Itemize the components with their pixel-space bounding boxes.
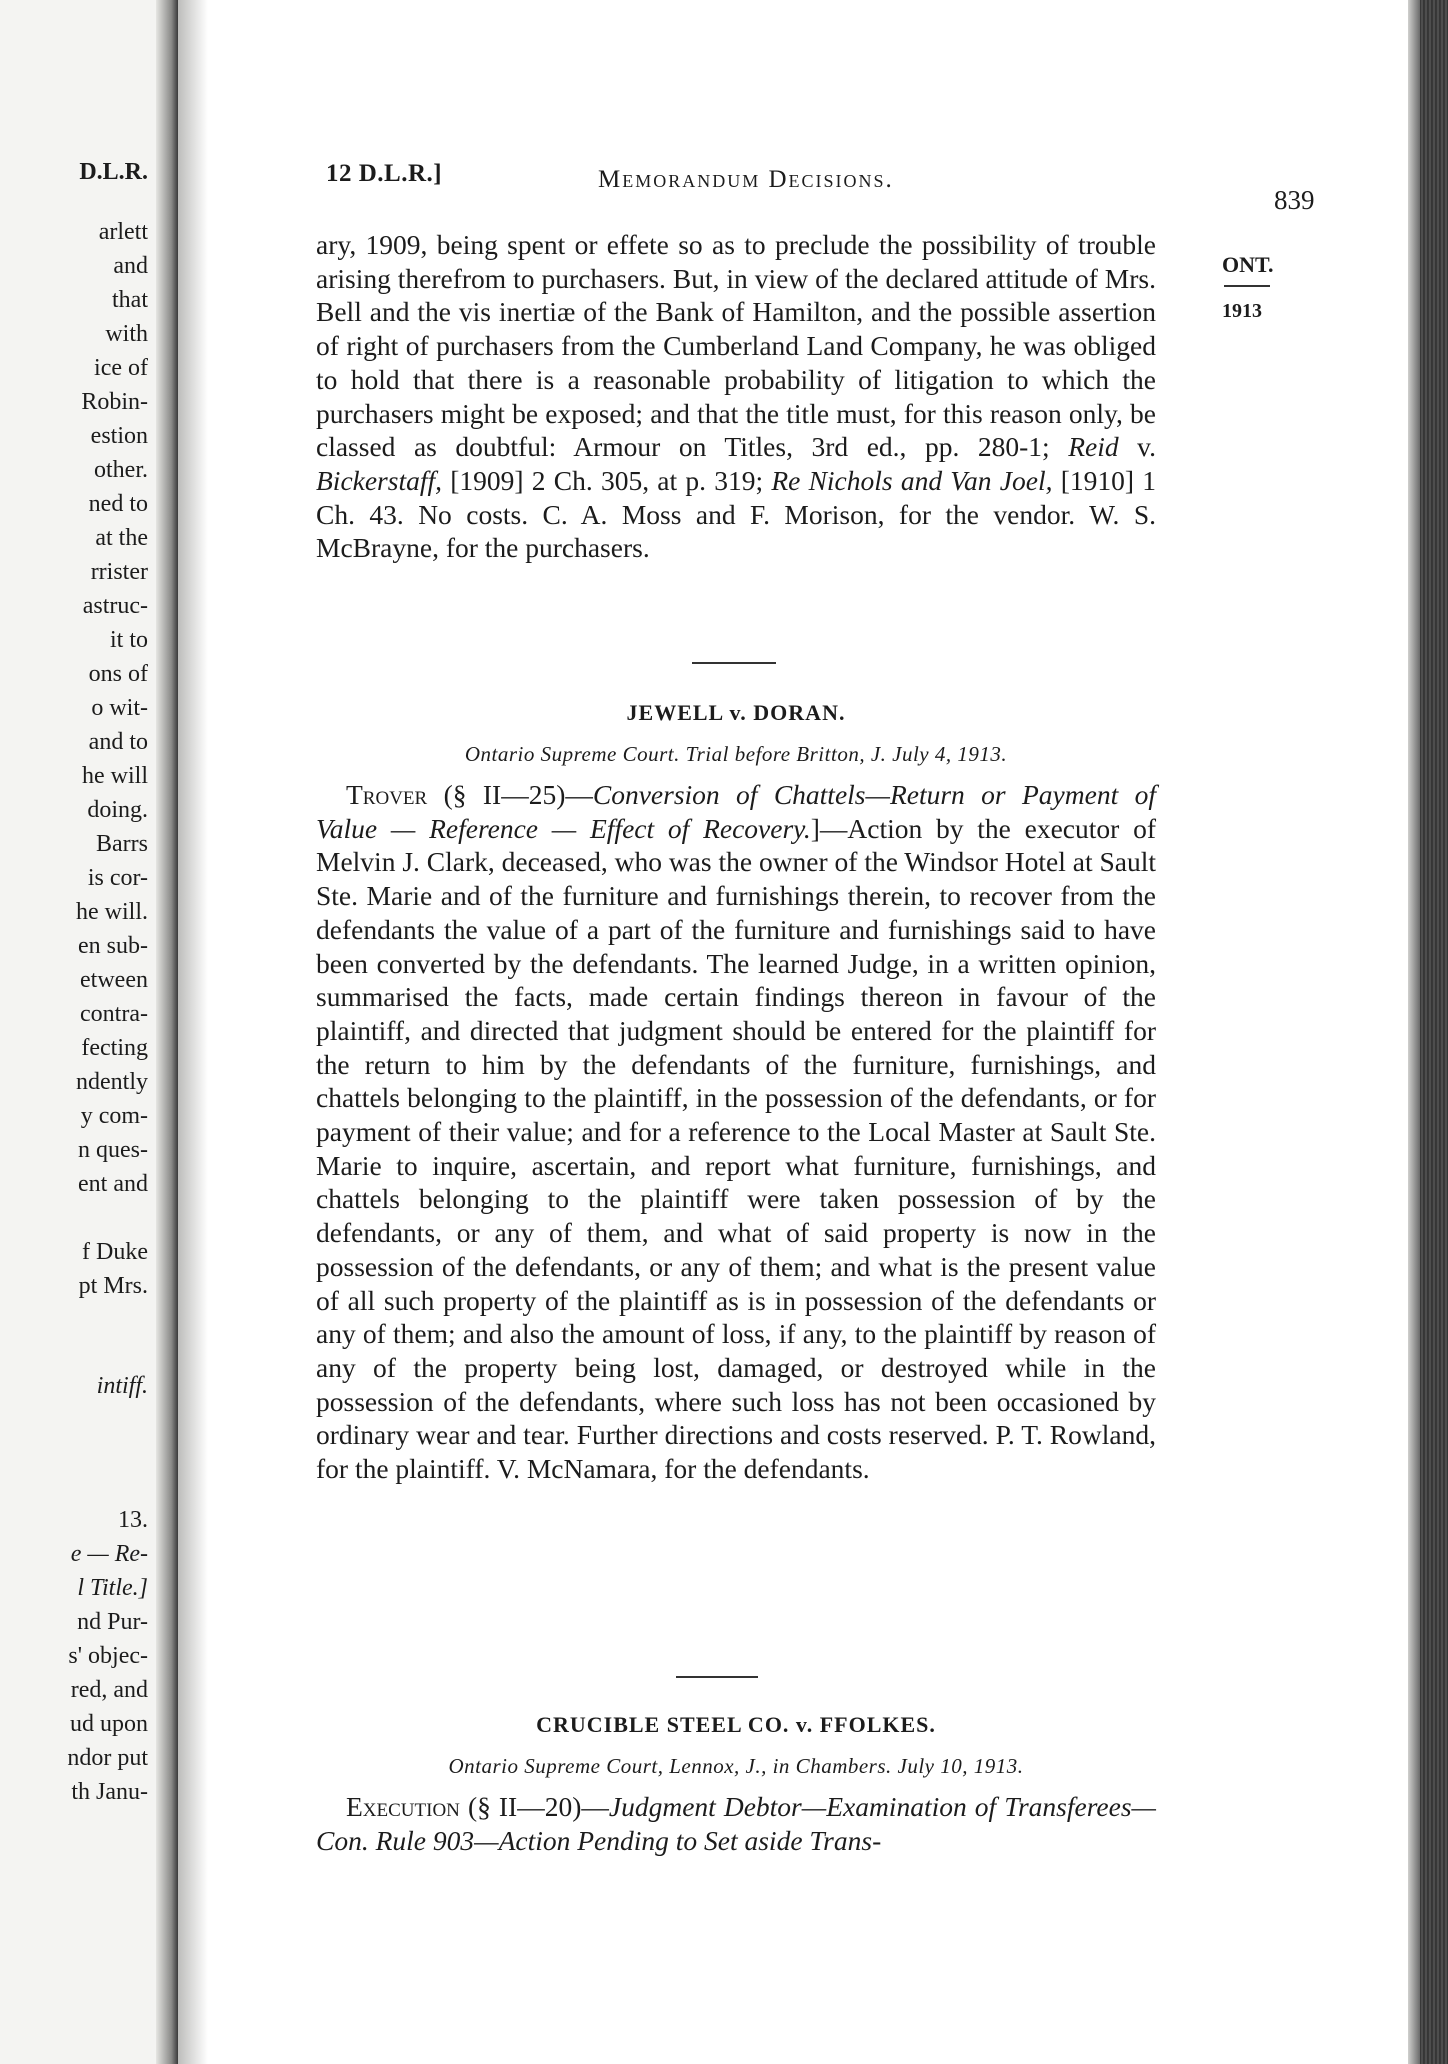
left-page-line: contra- xyxy=(80,1001,148,1027)
case-1-text-3: [1909] 2 Ch. 305, at p. 319; xyxy=(442,464,772,496)
left-page-line: ndently xyxy=(76,1069,148,1095)
left-page-line: doing. xyxy=(87,797,148,823)
left-page-line: y com- xyxy=(80,1103,148,1129)
left-page-line: fecting xyxy=(81,1035,148,1061)
left-page-line: f Duke xyxy=(82,1239,148,1265)
left-page-line: ent and xyxy=(78,1171,148,1197)
left-page-line: Barrs xyxy=(96,831,148,857)
facing-page-left xyxy=(0,0,178,2064)
case-1-text-2: v. xyxy=(1118,431,1156,463)
case-3-title: CRUCIBLE STEEL CO. v. FFOLKES. xyxy=(536,1712,936,1737)
left-page-line: ons of xyxy=(88,661,148,687)
section-divider-1 xyxy=(692,662,776,664)
left-page-line: e — Re- xyxy=(70,1541,148,1567)
left-page-line: other. xyxy=(94,457,148,483)
case-2-body xyxy=(316,778,1156,1486)
section-divider-2 xyxy=(676,1676,758,1678)
case-3-headnote-section: (§ II—20)— xyxy=(459,1791,609,1822)
case-3-court: Ontario Supreme Court, Lennox, J., in Chambers. July 10, 1913. xyxy=(448,1754,1024,1778)
left-page-line: Robin- xyxy=(81,389,148,415)
left-page-line: is cor- xyxy=(87,865,148,891)
margin-divider xyxy=(1224,285,1270,287)
left-page-line: 13. xyxy=(118,1507,148,1533)
left-page-line: D.L.R. xyxy=(79,159,148,185)
left-page-line: that xyxy=(112,287,148,313)
case-2-headnote-topic: Trover xyxy=(346,779,428,810)
left-page-line: arlett xyxy=(98,219,148,245)
case-1-text: ary, 1909, being spent or effete so as to preclude the possibility of trouble arising therefrom to purchasers. But, in view of the declared attitude of Mrs. Bell and the vis inertiæ of the Bank of Hamilton, and the possible assertion of right of purchasers from the Cumberland Land Company, he was obliged to hold that there is a reasonable probability of litigation to which the purchasers might be exposed; and that the title must, for this reason only, be classed as doubtful: Armour on Titles, 3rd ed., pp. 280-1; xyxy=(316,229,1156,463)
left-page-line: astruc- xyxy=(82,593,148,619)
left-page-line: n ques- xyxy=(78,1137,148,1163)
margin-year: 1913 xyxy=(1222,300,1262,322)
running-head-section: Memorandum Decisions. xyxy=(598,166,894,193)
case-2-court: Ontario Supreme Court. Trial before Britton, J. July 4, 1913. xyxy=(464,742,1008,766)
citation-bickerstaff: Bickerstaff, xyxy=(316,464,443,496)
left-page-line: ndor put xyxy=(67,1745,148,1771)
left-page-line: th Janu- xyxy=(71,1779,148,1805)
book-page-edges xyxy=(1408,0,1448,2064)
left-page-line: red, and xyxy=(70,1677,148,1703)
citation-reid: Reid xyxy=(1068,431,1119,463)
case-2-headnote-italic: Conversion of Chattels—Return or Payment of Value — Reference — Effect of Recovery. xyxy=(316,779,1156,844)
left-page-line: etween xyxy=(80,967,148,993)
case-1-text-4: [1910] 1 Ch. 43. No costs. C. A. Moss and F. Morison, for the vendor. W. S. McBrayne, for the purchasers. xyxy=(316,464,1156,564)
left-page-line: o wit- xyxy=(91,695,148,721)
case-3-headnote-topic: Execution xyxy=(346,1791,460,1822)
left-page-line: estion xyxy=(90,423,148,449)
left-page-line: rrister xyxy=(90,559,148,585)
left-page-line: at the xyxy=(95,525,148,551)
case-1-continuation xyxy=(316,228,1156,565)
binding-shadow xyxy=(178,0,208,2064)
citation-re-nichols: Re Nichols and Van Joel, xyxy=(771,464,1053,496)
case-2-headnote-section: (§ II—25)— xyxy=(427,779,593,810)
left-page-line: s' objec- xyxy=(68,1643,148,1669)
left-page-line: intiff. xyxy=(96,1373,148,1399)
left-page-line: and to xyxy=(88,729,148,755)
left-page-line: it to xyxy=(109,627,148,653)
left-page-line: ice of xyxy=(94,355,148,381)
left-page-line: he will xyxy=(82,763,148,789)
left-page-line: with xyxy=(105,321,148,347)
running-head-volume: 12 D.L.R.] xyxy=(326,160,443,187)
case-2-title: JEWELL v. DORAN. xyxy=(626,700,846,725)
page-number: 839 xyxy=(1274,185,1315,215)
left-page-line: pt Mrs. xyxy=(78,1273,148,1299)
left-page-line: en sub- xyxy=(78,933,148,959)
left-page-line: l Title.] xyxy=(77,1575,148,1601)
case-3-headnote-italic: Judgment Debtor—Examination of Transferees—Con. Rule 903—Action Pending to Set aside Trans- xyxy=(316,1791,1156,1856)
left-page-line: ud upon xyxy=(70,1711,148,1737)
left-page-line: and xyxy=(113,253,148,279)
left-page-gutter xyxy=(156,0,178,2064)
case-2-text: ]—Action by the executor of Melvin J. Clark, deceased, who was the owner of the Windsor Hotel at Sault Ste. Marie and of the furniture and furnishings therein, to recover from the defendants the value of a part of the furniture and furnishings said to have been converted by the defendants. The learned Judge, in a written opinion, summarised the facts, made certain findings thereon in favour of the plaintiff, and directed that judgment should be entered for the plaintiff for the return to him by the defendants of the furniture, furnishings, and chattels belonging to the plaintiff, in the possession of the defendants, or for payment of their value; and for a reference to the Local Master at Sault Ste. Marie to inquire, ascertain, and report what furniture, furnishings, and chattels belonging to the plaintiff were taken possession of by the defendants, or any of them, and what of said property is now in the possession of the defendants, or any of them; and what is the present value of all such property of the plaintiff as is in possession of the defendants or any of them; and also the amount of loss, if any, to the plaintiff by reason of any of the property being lost, damaged, or destroyed while in the possession of the defendants, where such loss has not been occasioned by ordinary wear and tear. Further directions and costs reserved. P. T. Rowland, for the plaintiff. V. McNamara, for the defendants. xyxy=(316,812,1156,1485)
left-page-line: ned to xyxy=(88,491,148,517)
left-page-line: nd Pur- xyxy=(77,1609,148,1635)
margin-province: ONT. xyxy=(1222,252,1274,277)
case-3-body xyxy=(316,1790,1156,1857)
left-page-line: he will. xyxy=(76,899,148,925)
